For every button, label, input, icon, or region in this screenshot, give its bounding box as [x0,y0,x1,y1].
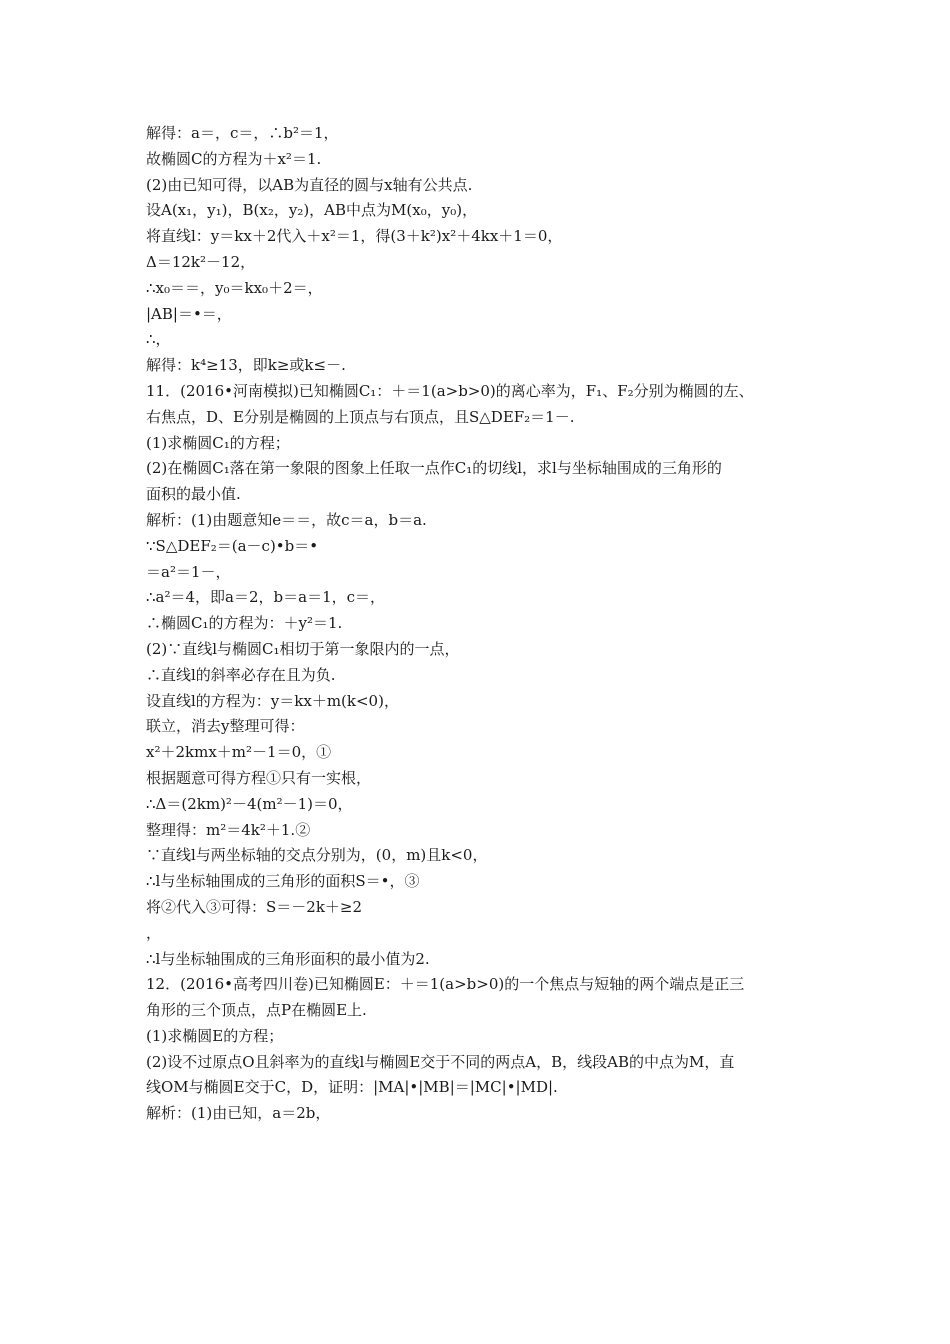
problem-11-heading: 11．(2016•河南模拟)已知椭圆C₁：＋＝1(a>b>0)的离心率为，F₁、F₂分别为椭圆的左、 [146,381,754,400]
text-line: ∴， [146,330,171,349]
text-line: (2)设不过原点O且斜率为的直线l与椭圆E交于不同的两点A，B，线段AB的中点为M，直 [146,1052,735,1071]
text-line: 将②代入③可得：S＝－2k＋≥2 [146,897,363,916]
text-line: ∴l与坐标轴围成的三角形面积的最小值为2. [146,949,430,968]
text-line: 解析：(1)由已知，a＝2b， [146,1104,331,1123]
text-line: 将直线l：y＝kx＋2代入＋x²＝1，得(3＋k²)x²＋4kx＋1＝0， [146,227,563,246]
text-line: (1)求椭圆E的方程； [146,1026,284,1045]
text-line: 面积的最小值. [146,485,241,504]
solution-text [146,121,814,1127]
text-line: 整理得：m²＝4k²＋1.② [146,820,311,839]
text-line: ∴a²＝4，即a＝2，b＝a＝1，c＝， [146,588,386,607]
text-line: 角形的三个顶点，点P在椭圆E上. [146,1001,367,1020]
text-line: ， [146,923,162,942]
text-line: (2)∵直线l与椭圆C₁相切于第一象限内的一点， [146,639,460,658]
text-line: 解析：(1)由题意知e＝＝，故c＝a，b＝a. [146,510,427,529]
text-line: ∴Δ＝(2km)²－4(m²－1)＝0， [146,794,353,813]
text-line: ∴x₀＝＝，y₀＝kx₀＋2＝， [146,278,323,297]
text-line: ∵S△DEF₂＝(a－c)•b＝• [146,536,319,555]
text-line: (2)在椭圆C₁落在第一象限的图象上任取一点作C₁的切线l，求l与坐标轴围成的三角形的 [146,459,722,478]
text-line: ∵直线l与两坐标轴的交点分别为，(0，m)且k<0， [146,846,488,865]
text-line: x²＋2kmx＋m²－1＝0，① [146,743,332,762]
text-line: (2)由已知可得，以AB为直径的圆与x轴有公共点. [146,175,473,194]
text-line: ∴直线l的斜率必存在且为负. [146,665,336,684]
text-line: 右焦点，D、E分别是椭圆的上顶点与右顶点，且S△DEF₂＝1－. [146,407,575,426]
text-line: 设直线l的方程为：y＝kx＋m(k<0)， [146,691,399,710]
text-line: 故椭圆C的方程为＋x²＝1. [146,149,322,168]
text-line: Δ＝12k²－12， [146,252,256,271]
text-line: (1)求椭圆C₁的方程； [146,433,290,452]
text-line: 设A(x₁，y₁)，B(x₂，y₂)，AB中点为M(x₀，y₀)， [146,201,478,220]
text-line: |AB|＝•＝， [146,304,232,323]
text-line: ∴l与坐标轴围成的三角形的面积S＝•，③ [146,872,420,891]
text-line: 线OM与椭圆E交于C，D，证明：|MA|•|MB|＝|MC|•|MD|. [146,1078,558,1097]
text-line: 根据题意可得方程①只有一实根， [146,768,372,787]
text-line: ∴椭圆C₁的方程为：＋y²＝1. [146,614,343,633]
problem-12-heading: 12．(2016•高考四川卷)已知椭圆E：＋＝1(a>b>0)的一个焦点与短轴的两个端点是正三 [146,975,745,994]
text-line: ＝a²＝1－， [146,562,231,581]
text-line: 联立，消去y整理可得： [146,717,305,736]
text-line: 解得：a＝，c＝，∴b²＝1， [146,124,339,142]
text-line: 解得：k⁴≥13，即k≥或k≤－. [146,356,346,375]
